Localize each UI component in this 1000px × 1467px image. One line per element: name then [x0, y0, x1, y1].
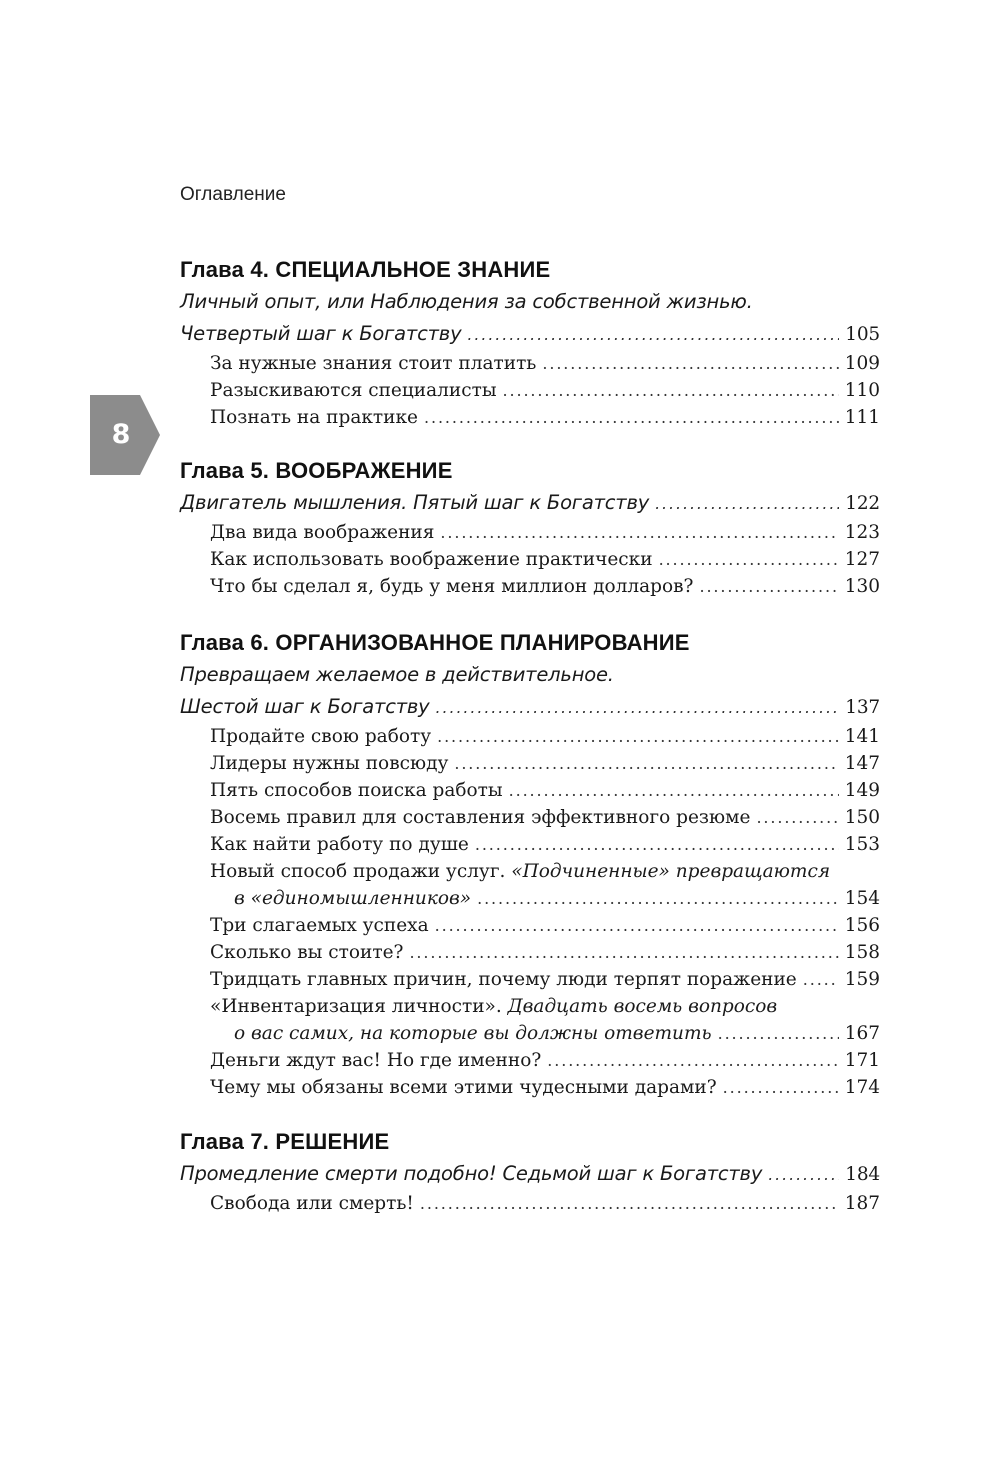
dot-leader — [440, 519, 838, 546]
entry-title: Разыскиваются специалисты — [210, 380, 497, 401]
chapter-title: Глава 7. РЕШЕНИЕ — [180, 1129, 390, 1154]
dot-leader — [723, 1074, 839, 1101]
chapter-7 — [180, 1126, 880, 1217]
toc-entry[interactable] — [180, 804, 880, 831]
page-number-tab — [90, 395, 160, 475]
running-head: Оглавление — [180, 184, 286, 205]
page-ref: 153 — [844, 834, 880, 855]
chapter-title: Глава 5. ВООБРАЖЕНИЕ — [180, 458, 453, 483]
page-ref: 137 — [845, 697, 880, 718]
page-ref: 127 — [844, 549, 880, 570]
page-ref: 156 — [844, 915, 880, 936]
entry-title: Три слагаемых успеха — [210, 915, 429, 936]
toc-entry[interactable] — [180, 377, 880, 404]
page-number: 8 — [111, 419, 131, 450]
page-ref: 174 — [844, 1077, 880, 1098]
entry-title: Деньги ждут вас! Но где именно? — [210, 1050, 542, 1071]
page-ref: 109 — [844, 353, 880, 374]
entry-title: Сколько вы стоите? — [210, 942, 404, 963]
dot-leader — [756, 804, 838, 831]
entry-title: Пять способов поиска работы — [210, 780, 503, 801]
toc-entry[interactable] — [180, 750, 880, 777]
dot-leader — [699, 573, 838, 600]
page-ref: 154 — [844, 888, 880, 909]
entry-title: Четвертый шаг к Богатству — [180, 322, 462, 345]
toc-entry-continuation[interactable] — [180, 885, 880, 912]
dot-leader — [659, 546, 839, 573]
page-ref: 122 — [845, 493, 880, 514]
page-ref: 149 — [844, 780, 880, 801]
toc-entry[interactable] — [180, 966, 880, 993]
entry-title-cont: в «единомышленников» — [234, 888, 472, 909]
page-ref: 158 — [844, 942, 880, 963]
entry-title: За нужные знания стоит платить — [210, 353, 537, 374]
page-ref: 150 — [844, 807, 880, 828]
page-ref: 171 — [844, 1050, 880, 1071]
toc-entry[interactable] — [180, 1047, 880, 1074]
entry-title: Тридцать главных причин, почему люди терпят поражение — [210, 969, 797, 990]
page-ref: 123 — [844, 522, 880, 543]
entry-title: Что бы сделал я, будь у меня миллион долларов? — [210, 576, 694, 597]
chapter-subtitle: Превращаем желаемое в действительное. — [180, 663, 614, 686]
dot-leader — [503, 377, 839, 404]
page-ref: 147 — [844, 753, 880, 774]
entry-title: Чему мы обязаны всеми этими чудесными дарами? — [210, 1077, 717, 1098]
dot-leader — [477, 885, 839, 912]
chapter-title: Глава 4. СПЕЦИАЛЬНОЕ ЗНАНИЕ — [180, 257, 551, 282]
dot-leader — [803, 966, 839, 993]
entry-title: Как найти работу по душе — [210, 834, 469, 855]
dot-leader — [436, 692, 840, 724]
dot-leader — [475, 831, 839, 858]
page-ref: 167 — [844, 1023, 880, 1044]
chapter-6 — [180, 627, 880, 1101]
page-ref: 184 — [845, 1164, 880, 1185]
page-ref: 105 — [845, 324, 880, 345]
toc-entry[interactable] — [180, 939, 880, 966]
dot-leader — [509, 777, 839, 804]
entry-title: Продайте свою работу — [210, 726, 432, 747]
dot-leader — [454, 750, 838, 777]
chapter-4 — [180, 254, 880, 431]
dot-leader — [655, 488, 839, 520]
toc-entry-first-line[interactable] — [180, 858, 880, 885]
chapter-subtitle: Личный опыт, или Наблюдения за собственной жизнью. — [180, 290, 753, 313]
toc-entry[interactable] — [180, 777, 880, 804]
page-ref: 110 — [844, 380, 880, 401]
entry-title: Восемь правил для составления эффективного резюме — [210, 807, 751, 828]
dot-leader — [435, 912, 839, 939]
toc-entry[interactable] — [180, 350, 880, 377]
toc-entry[interactable] — [180, 912, 880, 939]
chapter-5 — [180, 455, 880, 600]
toc-entry[interactable] — [180, 1190, 880, 1217]
toc-entry[interactable] — [180, 831, 880, 858]
entry-title: Промедление смерти подобно! Седьмой шаг к Богатству — [180, 1162, 763, 1185]
entry-title: Познать на практике — [210, 407, 418, 428]
toc-entry-continuation[interactable] — [180, 1020, 880, 1047]
entry-title: Двигатель мышления. Пятый шаг к Богатству — [180, 491, 650, 514]
toc-entry[interactable] — [180, 487, 880, 519]
toc-entry[interactable] — [180, 691, 880, 723]
entry-title: Свобода или смерть! — [210, 1193, 414, 1214]
page-ref: 141 — [844, 726, 880, 747]
entry-title-cont: о вас самих, на которые вы должны ответить — [234, 1023, 712, 1044]
dot-leader — [542, 350, 838, 377]
entry-title: Как использовать воображение практически — [210, 549, 653, 570]
toc-entry[interactable] — [180, 1158, 880, 1190]
entry-title: Два вида воображения — [210, 522, 435, 543]
page-ref: 187 — [844, 1193, 880, 1214]
toc-entry[interactable] — [180, 573, 880, 600]
toc-entry-first-line[interactable] — [180, 993, 880, 1020]
dot-leader — [437, 723, 839, 750]
dot-leader — [409, 939, 838, 966]
dot-leader — [547, 1047, 838, 1074]
page-ref: 130 — [844, 576, 880, 597]
toc-entry[interactable] — [180, 519, 880, 546]
dot-leader — [718, 1020, 839, 1047]
entry-title: Лидеры нужны повсюду — [210, 753, 449, 774]
toc-entry[interactable] — [180, 723, 880, 750]
toc-entry[interactable] — [180, 546, 880, 573]
dot-leader — [768, 1159, 839, 1191]
entry-title: Шестой шаг к Богатству — [180, 695, 430, 718]
entry-title: Новый способ продажи услуг. «Подчиненные» превращаются — [210, 861, 831, 882]
dot-leader — [424, 404, 839, 431]
dot-leader — [420, 1190, 839, 1217]
toc-entry[interactable] — [180, 318, 880, 350]
toc-entry[interactable] — [180, 1074, 880, 1101]
dot-leader — [467, 319, 839, 351]
toc-entry[interactable] — [180, 404, 880, 431]
page-ref: 159 — [844, 969, 880, 990]
page-ref: 111 — [844, 407, 880, 428]
entry-title: «Инвентаризация личности». Двадцать восемь вопросов — [210, 996, 778, 1017]
chapter-title: Глава 6. ОРГАНИЗОВАННОЕ ПЛАНИРОВАНИЕ — [180, 630, 690, 655]
